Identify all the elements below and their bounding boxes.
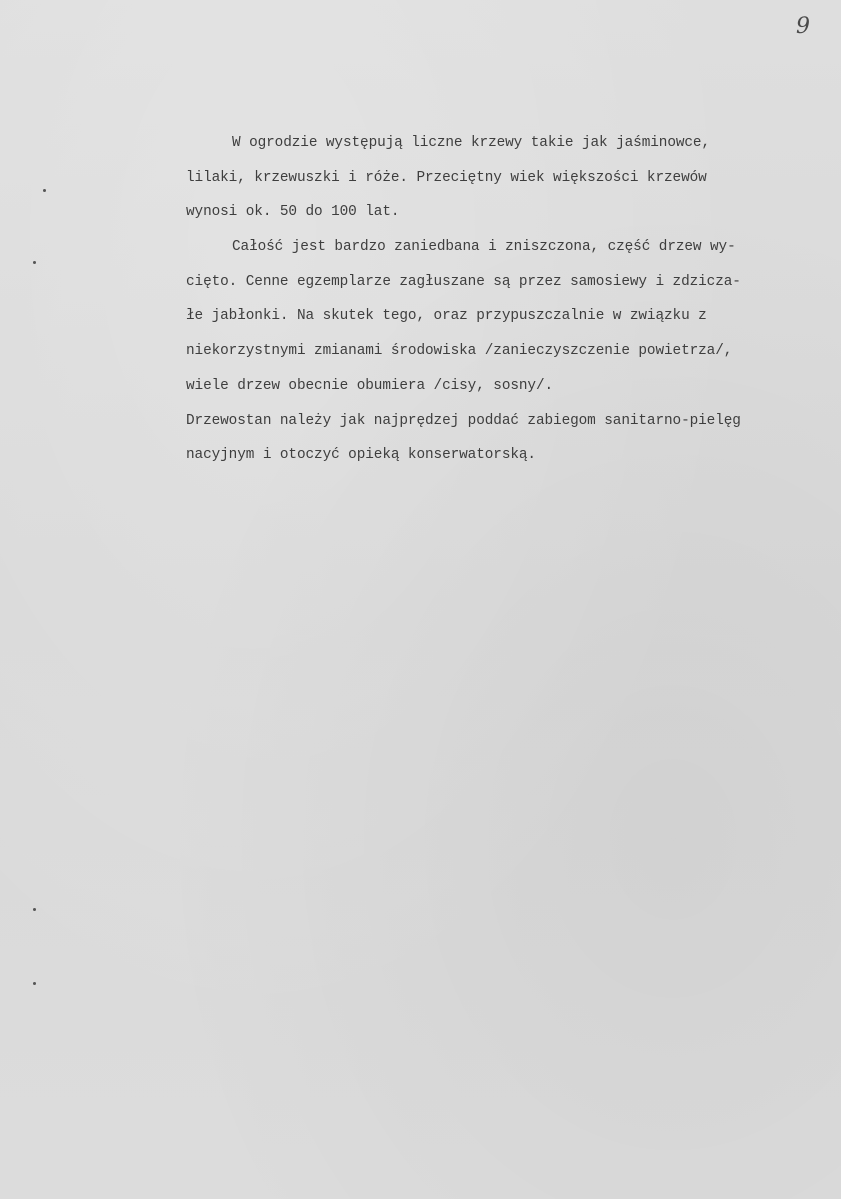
text-line: wynosi ok. 50 do 100 lat. (186, 204, 400, 221)
text-line: wiele drzew obecnie obumiera /cisy, sosny/. (186, 377, 554, 394)
text-line: lilaki, krzewuszki i róże. Przeciętny wiek większości krzewów (186, 169, 707, 186)
text-line: Całość jest bardzo zaniedbana i zniszczona, część drzew wy- (232, 239, 736, 256)
text-line: W ogrodzie występują liczne krzewy takie jak jaśminowce, (232, 135, 711, 151)
margin-mark (33, 982, 36, 985)
margin-mark (43, 189, 46, 192)
typed-text-body (186, 126, 836, 473)
page-number: 9 (796, 14, 810, 39)
text-line: niekorzystnymi zmianami środowiska /zanieczyszczenie powietrza/, (186, 343, 733, 360)
text-line: Drzewostan należy jak najprędzej poddać zabiegom sanitarno-pielęg (186, 412, 741, 429)
margin-mark (33, 261, 36, 264)
text-line: cięto. Cenne egzemplarze zagłuszane są przez samosiewy i zdzicza- (186, 273, 741, 290)
text-line: łe jabłonki. Na skutek tego, oraz przypuszczalnie w związku z (186, 308, 707, 325)
margin-mark (33, 908, 36, 911)
text-line: nacyjnym i otoczyć opieką konserwatorską. (186, 447, 536, 464)
